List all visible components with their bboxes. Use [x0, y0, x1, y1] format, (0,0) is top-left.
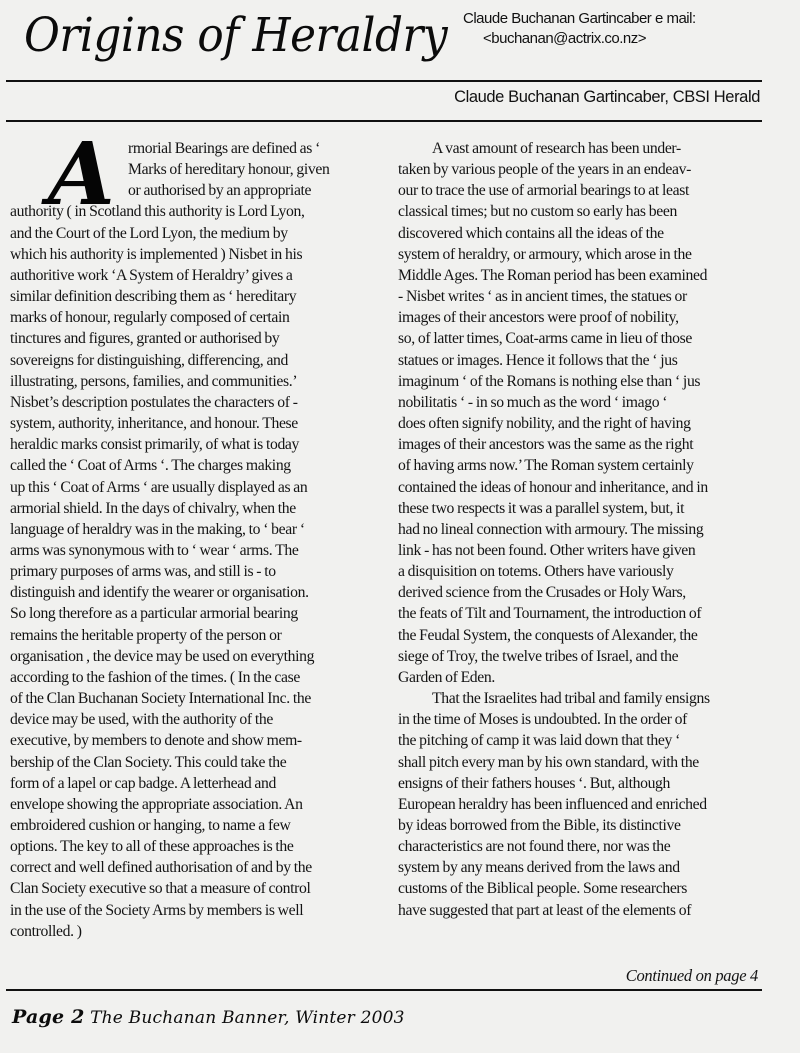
- text-line: device may be used, with the authority of the: [10, 711, 273, 729]
- text-line: Middle Ages. The Roman period has been examined: [398, 266, 708, 284]
- text-line: and the Court of the Lord Lyon, the medium by: [10, 224, 288, 242]
- text-line: correct and well defined authorisation of and by the: [10, 859, 312, 877]
- author-byline: Claude Buchanan Gartincaber, CBSI Herald: [454, 88, 760, 106]
- text-line: so, of latter times, Coat-arms came in lieu of those: [398, 330, 693, 348]
- text-line: - Nisbet writes ‘ as in ancient times, the statues or: [398, 288, 687, 306]
- text-line: sovereigns for distinguishing, differencing, and: [10, 351, 289, 369]
- text-line: imaginum ‘ of the Romans is nothing else than ‘ jus: [398, 372, 701, 390]
- text-line: link - has not been found. Other writers have given: [398, 541, 696, 559]
- text-line: called the ‘ Coat of Arms ‘. The charges making: [10, 457, 291, 475]
- text-line: executive, by members to denote and show mem-: [10, 732, 302, 750]
- text-line: characteristics are not found there, nor was the: [398, 838, 671, 856]
- contact-name: Claude Buchanan Gartincaber e mail:: [463, 10, 696, 27]
- text-line: organisation , the device may be used on everything: [10, 647, 315, 665]
- text-line: armorial shield. In the days of chivalry, when the: [10, 499, 296, 517]
- footer-page-label: Page 2: [12, 1006, 85, 1028]
- text-line: form of a lapel or cap badge. A letterhead and: [10, 774, 277, 792]
- text-line: had no lineal connection with armoury. The missing: [398, 520, 704, 538]
- footer-issue: Winter 2003: [295, 1008, 405, 1028]
- text-line: nobilitatis ‘ - in so much as the word ‘ imago ‘: [398, 393, 668, 411]
- continued-notice: Continued on page 4: [625, 966, 758, 985]
- text-line: these two respects it was a parallel system, but, it: [398, 499, 685, 517]
- article-column-left: [10, 124, 382, 942]
- text-line: authoritive work ‘A System of Heraldry’ gives a: [10, 266, 293, 284]
- article-column-right: [398, 138, 770, 921]
- text-line: system, authority, inheritance, and honour. These: [10, 415, 298, 433]
- text-line: of having arms now.’ The Roman system certainly: [398, 457, 694, 475]
- text-line: a disquisition on totems. Others have variously: [398, 563, 674, 581]
- text-line: according to the fashion of the times. ( In the case: [10, 668, 301, 686]
- text-line: ensigns of their fathers houses ‘. But, although: [398, 774, 671, 792]
- text-line: primary purposes of arms was, and still is - to: [10, 563, 276, 581]
- text-line: or authorised by an appropriate: [128, 182, 312, 200]
- drop-cap: A: [48, 124, 115, 225]
- text-line: marks of honour, regularly composed of certain: [10, 309, 290, 327]
- text-line: system by any means derived from the laws and: [398, 859, 680, 877]
- text-line: discovered which contains all the ideas of the: [398, 224, 664, 242]
- text-line: embroidered cushion or hanging, to name a few: [10, 817, 291, 834]
- text-line: tinctures and figures, granted or authorised by: [10, 330, 280, 348]
- text-line: So long therefore as a particular armorial bearing: [10, 605, 298, 623]
- text-line: envelope showing the appropriate association. An: [10, 795, 303, 813]
- contact-email[interactable]: <buchanan@actrix.co.nz>: [483, 30, 646, 47]
- footer-publication: The Buchanan Banner,: [90, 1008, 290, 1028]
- header-divider-top: [6, 80, 762, 82]
- header-divider-bottom: [6, 120, 762, 122]
- text-line: images of their ancestors were proof of nobility,: [398, 309, 679, 327]
- text-line: remains the heritable property of the person or: [10, 626, 282, 644]
- text-line: Nisbet’s description postulates the characters of -: [10, 393, 298, 411]
- text-line: in the use of the Society Arms by members is well: [10, 901, 304, 919]
- text-line: our to trace the use of armorial bearings to at least: [398, 182, 689, 200]
- author-contact: [463, 9, 696, 49]
- text-line: Clan Society executive so that a measure of control: [10, 880, 311, 898]
- text-line: in the time of Moses is undoubted. In the order of: [398, 711, 688, 729]
- page-footer: [12, 1006, 405, 1028]
- footer-divider: [6, 989, 762, 991]
- text-line: system of heraldry, or armoury, which arose in the: [398, 245, 692, 263]
- text-line: up this ‘ Coat of Arms ‘ are usually displayed as an: [10, 478, 308, 496]
- text-line: authority ( in Scotland this authority is Lord Lyon,: [10, 203, 305, 221]
- text-line: Garden of Eden.: [398, 668, 495, 686]
- text-line: language of heraldry was in the making, to ‘ bear ‘: [10, 520, 305, 538]
- text-line: contained the ideas of honour and inheritance, and in: [398, 478, 708, 496]
- text-line: heraldic marks consist primarily, of what is today: [10, 436, 300, 454]
- text-line: siege of Troy, the twelve tribes of Israel, and the: [398, 647, 679, 665]
- text-line: similar definition describing them as ‘ hereditary: [10, 288, 297, 306]
- article-title: Origins of Heraldry: [24, 8, 448, 63]
- text-line: have suggested that part at least of the elements of: [398, 901, 692, 919]
- text-line: controlled. ): [10, 922, 82, 940]
- text-line: taken by various people of the years in an endeav-: [398, 161, 691, 179]
- text-line: bership of the Clan Society. This could take the: [10, 753, 287, 771]
- text-line: the feats of Tilt and Tournament, the introduction of: [398, 605, 702, 623]
- text-line: European heraldry has been influenced and enriched: [398, 795, 707, 813]
- text-line: classical times; but no custom so early has been: [398, 203, 677, 221]
- text-line: That the Israelites had tribal and family ensigns: [432, 690, 710, 708]
- text-line: shall pitch every man by his own standard, with the: [398, 753, 699, 771]
- text-line: distinguish and identify the wearer or organisation.: [10, 584, 309, 602]
- text-line: by ideas borrowed from the Bible, its distinctive: [398, 817, 681, 834]
- text-line: A vast amount of research has been under-: [432, 140, 681, 157]
- text-line: derived science from the Crusades or Holy Wars,: [398, 584, 686, 602]
- text-line: Marks of hereditary honour, given: [128, 161, 330, 179]
- text-line: rmorial Bearings are defined as ‘: [128, 140, 320, 157]
- text-line: the pitching of camp it was laid down that they ‘: [398, 732, 680, 750]
- text-line: arms was synonymous with to ‘ wear ‘ arms. The: [10, 541, 299, 559]
- text-line: does often signify nobility, and the right of having: [398, 415, 691, 433]
- text-line: customs of the Biblical people. Some researchers: [398, 880, 688, 898]
- text-line: which his authority is implemented ) Nisbet in his: [10, 245, 303, 263]
- text-line: images of their ancestors was the same as the right: [398, 436, 694, 454]
- text-line: of the Clan Buchanan Society International Inc. the: [10, 690, 312, 708]
- text-line: statues or images. Hence it follows that the ‘ jus: [398, 351, 678, 369]
- text-line: the Feudal System, the conquests of Alexander, the: [398, 626, 698, 644]
- text-line: illustrating, persons, families, and communities.’: [10, 372, 298, 390]
- text-line: options. The key to all of these approaches is the: [10, 838, 294, 856]
